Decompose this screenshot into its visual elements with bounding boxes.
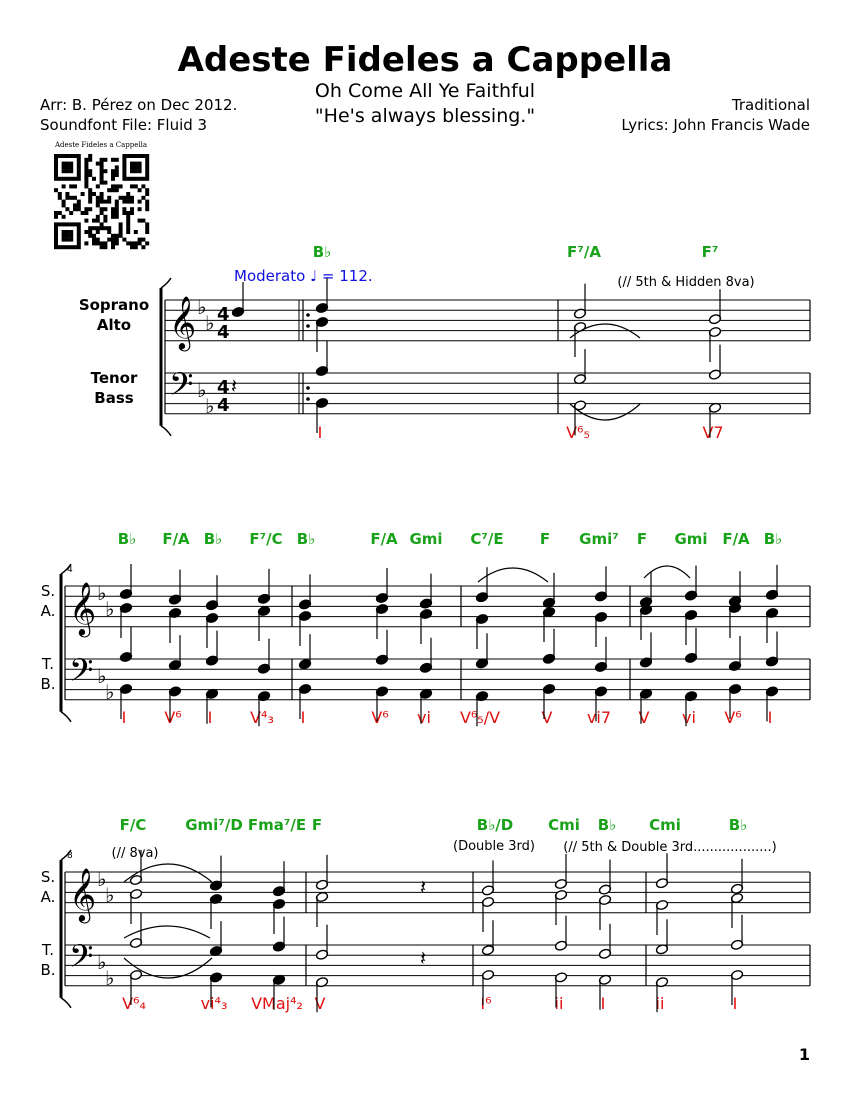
- alto-note: [728, 602, 741, 638]
- annotation: (// 5th & Hidden 8va): [617, 275, 755, 290]
- tie-slur: [124, 926, 210, 938]
- soprano-note: [315, 855, 328, 891]
- roman-numeral: I: [767, 708, 773, 727]
- bracket-hook: [161, 426, 171, 436]
- part-label: A.: [40, 602, 56, 620]
- roman-numeral: I⁶: [480, 994, 492, 1013]
- roman-numeral: V⁶: [724, 708, 742, 727]
- soprano-note: [684, 566, 697, 602]
- roman-numeral: I: [317, 423, 323, 442]
- roman-numeral: V⁶₅/V: [459, 708, 501, 727]
- roman-numeral: vi⁴₃: [200, 994, 228, 1013]
- alto-note: [315, 891, 328, 927]
- part-label: B.: [40, 675, 56, 693]
- treble-clef: 𝄞: [169, 295, 197, 349]
- score-subsubtitle: "He's always blessing.": [314, 105, 536, 127]
- chord-symbol: Gmi: [409, 530, 443, 548]
- chord-symbol: B♭: [117, 530, 137, 548]
- soprano-note: [655, 853, 668, 889]
- part-label: Alto: [96, 316, 132, 334]
- soprano-note: [730, 859, 743, 895]
- key-flat: ♭: [97, 867, 107, 891]
- chord-symbol: F/C: [119, 816, 147, 834]
- key-flat: ♭: [97, 950, 107, 974]
- key-flat: ♭: [105, 680, 115, 704]
- key-flat: ♭: [205, 394, 215, 418]
- key-flat: ♭: [97, 581, 107, 605]
- soprano-note: [598, 860, 611, 896]
- part-label: Soprano: [78, 296, 150, 314]
- soprano-note: [419, 574, 432, 610]
- soprano-note: [209, 856, 222, 892]
- soprano-note: [594, 566, 607, 602]
- soprano-note: [298, 574, 311, 610]
- bass-clef: 𝄢: [169, 366, 194, 410]
- chord-symbol: B♭: [296, 530, 316, 548]
- chord-symbol: F⁷/C: [249, 530, 283, 548]
- roman-numeral: V: [314, 994, 326, 1013]
- part-label: S.: [40, 868, 56, 886]
- composer-credit: Traditional: [731, 96, 810, 114]
- soprano-note: [573, 284, 586, 320]
- chord-symbol: B♭: [597, 816, 617, 834]
- repeat-dot: [306, 386, 310, 390]
- treble-clef: 𝄞: [69, 867, 97, 921]
- soprano-note: [168, 570, 181, 606]
- soprano-note: [272, 861, 285, 897]
- measure-number: 4: [67, 565, 73, 575]
- roman-numeral: VMaj⁴₂: [251, 994, 303, 1013]
- score-title: Adeste Fideles a Cappella: [177, 40, 673, 80]
- arranger-credit: Arr: B. Pérez on Dec 2012.: [40, 96, 238, 114]
- chord-symbol: F/A: [162, 530, 190, 548]
- roman-numeral: ii: [554, 994, 564, 1013]
- soprano-note: [119, 564, 132, 600]
- chord-symbol: B♭: [312, 243, 332, 261]
- part-label: Bass: [94, 389, 134, 407]
- quarter-rest: 𝄽: [420, 946, 427, 970]
- alto-note: [257, 605, 270, 641]
- chord-symbol: Gmi⁷: [579, 530, 619, 548]
- time-signature: 4: [217, 377, 230, 398]
- bass-clef: 𝄢: [69, 652, 94, 696]
- roman-numeral: ii: [655, 994, 665, 1013]
- chord-symbol: F/A: [722, 530, 750, 548]
- annotation: (// 5th & Double 3rd...................): [563, 840, 777, 855]
- annotation: (// 8va): [111, 846, 159, 861]
- part-label: S.: [40, 582, 56, 600]
- chord-symbol: B♭: [203, 530, 223, 548]
- tempo-marking: Moderato ♩ = 112.: [234, 267, 373, 285]
- key-flat: ♭: [105, 597, 115, 621]
- chord-symbol: B♭: [728, 816, 748, 834]
- score-subtitle: Oh Come All Ye Faithful: [314, 80, 536, 102]
- bracket-hook: [61, 712, 71, 722]
- roman-numeral: vi: [682, 708, 696, 727]
- roman-numeral: I: [207, 708, 213, 727]
- repeat-dot: [306, 313, 310, 317]
- repeat-dot: [306, 324, 310, 328]
- roman-numeral: I: [600, 994, 606, 1013]
- time-signature: 4: [217, 322, 230, 343]
- soprano-note: [205, 575, 218, 611]
- chord-symbol: Fma⁷/E: [247, 816, 307, 834]
- chord-symbol: F/A: [370, 530, 398, 548]
- bracket-hook: [161, 278, 171, 288]
- bracket-hook: [61, 998, 71, 1008]
- tie-slur: [478, 568, 548, 582]
- part-label: T.: [41, 941, 55, 959]
- roman-numeral: vi: [417, 708, 431, 727]
- key-flat: ♭: [197, 295, 207, 319]
- part-label: Tenor: [90, 369, 138, 387]
- soprano-note: [728, 571, 741, 607]
- lyricist-credit: Lyrics: John Francis Wade: [621, 116, 810, 134]
- chord-symbol: B♭: [763, 530, 783, 548]
- bass-clef: 𝄢: [69, 938, 94, 982]
- time-signature: 4: [217, 395, 230, 416]
- repeat-dot: [306, 397, 310, 401]
- soprano-note: [542, 573, 555, 609]
- roman-numeral: V⁶: [371, 708, 389, 727]
- soundfont-credit: Soundfont File: Fluid 3: [40, 116, 208, 134]
- roman-numeral: I: [121, 708, 127, 727]
- soprano-note: [708, 289, 721, 325]
- soprano-note: [257, 569, 270, 605]
- tenor-note: [315, 925, 328, 961]
- chord-symbol: F: [311, 816, 323, 834]
- roman-numeral: I: [732, 994, 738, 1013]
- soprano-note: [765, 565, 778, 601]
- roman-numeral: V: [541, 708, 553, 727]
- roman-numeral: V7: [702, 423, 724, 442]
- page-number: 1: [798, 1045, 810, 1064]
- treble-clef: 𝄞: [69, 581, 97, 635]
- soprano-note: [481, 860, 494, 896]
- roman-numeral: V: [638, 708, 650, 727]
- roman-numeral: V⁶₅: [566, 423, 590, 442]
- key-flat: ♭: [105, 966, 115, 990]
- key-flat: ♭: [197, 378, 207, 402]
- tenor-note: [257, 639, 270, 675]
- chord-symbol: F: [539, 530, 551, 548]
- measure-number: 8: [67, 851, 73, 861]
- key-flat: ♭: [205, 311, 215, 335]
- roman-numeral: V⁶₄: [122, 994, 146, 1013]
- key-flat: ♭: [105, 883, 115, 907]
- roman-numeral: I: [300, 708, 306, 727]
- chord-symbol: F⁷: [701, 243, 719, 261]
- quarter-rest: 𝄽: [420, 875, 427, 899]
- chord-symbol: F⁷/A: [567, 243, 601, 261]
- part-label: A.: [40, 888, 56, 906]
- roman-numeral: V⁶: [164, 708, 182, 727]
- chord-symbol: Cmi: [649, 816, 681, 834]
- soprano-note: [639, 572, 652, 608]
- chord-symbol: Gmi⁷/D: [185, 816, 243, 834]
- chord-symbol: B♭/D: [476, 816, 514, 834]
- key-flat: ♭: [97, 664, 107, 688]
- qr-caption: Adeste Fideles a Cappella: [54, 141, 148, 149]
- roman-numeral: vi7: [586, 708, 612, 727]
- time-signature: 4: [217, 304, 230, 325]
- chord-symbol: Cmi: [548, 816, 580, 834]
- annotation: (Double 3rd): [453, 839, 535, 854]
- chord-symbol: Gmi: [674, 530, 708, 548]
- chord-symbol: C⁷/E: [470, 530, 504, 548]
- part-label: B.: [40, 961, 56, 979]
- tenor-note: [728, 636, 741, 672]
- soprano-note: [475, 567, 488, 603]
- part-label: T.: [41, 655, 55, 673]
- chord-symbol: F: [636, 530, 648, 548]
- quarter-rest: 𝄽: [231, 374, 238, 398]
- roman-numeral: V⁴₃: [250, 708, 274, 727]
